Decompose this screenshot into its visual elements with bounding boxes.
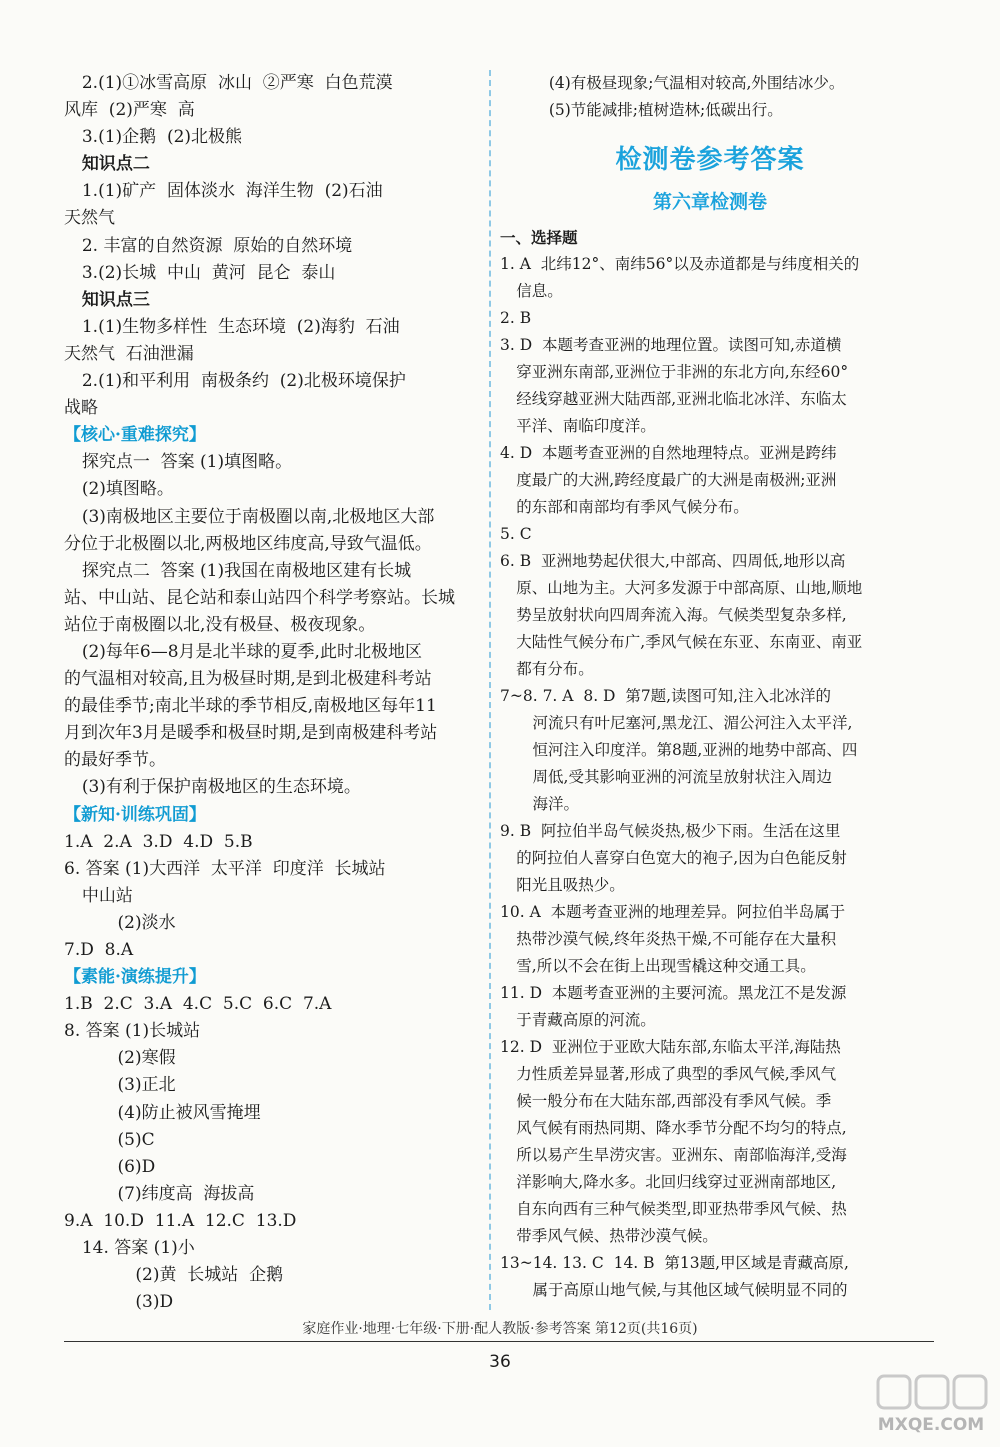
text-line: 8. 答案 (1)长城站 <box>64 1021 201 1042</box>
text-line: 12. D 亚洲位于亚欧大陆东部,东临太平洋,海陆热 <box>500 1038 841 1056</box>
text-line: 探究点二 答案 (1)我国在南极地区建有长城 <box>81 560 412 581</box>
text-line: 恒河注入印度洋。第8题,亚洲的地势中部高、四 <box>532 741 858 759</box>
text-line: 月到次年3月是暖季和极昼时期,是到南极建科考站 <box>64 723 438 744</box>
text-line: (4)有极昼现象;气温相对较高,外围结冰少。 <box>548 74 845 92</box>
text-line: 1.(1)矿产 固体淡水 海洋生物 (2)石油 <box>81 181 383 202</box>
text-line: 5. C <box>500 525 532 543</box>
text-line: 站、中山站、昆仑站和泰山站四个科学考察站。长城 <box>64 587 455 608</box>
text-line: 都有分布。 <box>516 660 594 678</box>
text-line: 于青藏高原的河流。 <box>516 1011 656 1029</box>
text-line: 天然气 <box>64 208 115 229</box>
text-line: 海洋。 <box>532 795 580 813</box>
page-number: 36 <box>489 1352 511 1372</box>
text-line: 平洋、南临印度洋。 <box>516 417 656 435</box>
text-line: (3)正北 <box>117 1075 176 1096</box>
text-line: 2. B <box>500 309 532 327</box>
text-line: 属于高原山地气候,与其他区域气候明显不同的 <box>532 1281 848 1299</box>
chapter-test-title: 第六章检测卷 <box>652 191 767 213</box>
section-heading: 【新知·训练巩固】 <box>64 804 206 825</box>
text-line: 3.(1)企鹅 (2)北极熊 <box>81 127 243 148</box>
text-line: (2)黄 长城站 企鹅 <box>135 1265 284 1286</box>
text-line: 原、山地为主。大河多发源于中部高原、山地,顺地 <box>516 579 863 597</box>
text-line: 1.B 2.C 3.A 4.C 5.C 6.C 7.A <box>64 994 332 1015</box>
text-line: 经线穿越亚洲大陆西部,亚洲北临北冰洋、东临太 <box>516 390 847 408</box>
text-line: 10. A 本题考查亚洲的地理差异。阿拉伯半岛属于 <box>500 903 846 921</box>
text-line: (7)纬度高 海拔高 <box>117 1183 255 1204</box>
text-line: 洋影响大,降水多。北回归线穿过亚洲南部地区, <box>516 1173 837 1191</box>
text-line: 11. D 本题考查亚洲的主要河流。黑龙江不是发源 <box>500 984 847 1002</box>
text-line: 力性质差异显著,形成了典型的季风气候,季风气 <box>516 1065 837 1083</box>
right-column <box>500 70 920 1304</box>
text-line: 13~14. 13. C 14. B 第13题,甲区域是青藏高原, <box>500 1254 849 1272</box>
page-footer: 家庭作业·地理·七年级·下册·配人教版·参考答案 第12页(共16页) <box>302 1321 698 1337</box>
text-line: (2)填图略。 <box>81 479 174 500</box>
section-heading: 【核心·重难探究】 <box>64 425 206 446</box>
text-line: 自东向西有三种气候类型,即亚热带季风气候、热 <box>516 1200 847 1218</box>
text-line: 热带沙漠气候,终年炎热干燥,不可能存在大量积 <box>516 930 837 948</box>
text-line: 风气候有雨热同期、降水季节分配不均匀的特点, <box>516 1119 847 1137</box>
text-line: (3)有利于保护南极地区的生态环境。 <box>81 777 361 798</box>
text-line: (3)D <box>135 1292 174 1313</box>
answer-section-title: 检测卷参考答案 <box>615 145 805 175</box>
text-line: 1.A 2.A 3.D 4.D 5.B <box>64 831 253 852</box>
text-line: 2.(1)和平利用 南极条约 (2)北极环境保护 <box>81 371 406 392</box>
text-line: 6. B 亚洲地势起伏很大,中部高、四周低,地形以高 <box>500 552 846 570</box>
text-line: 大陆性气候分布广,季风气候在东亚、东南亚、南亚 <box>516 633 863 651</box>
text-line: (2)淡水 <box>117 912 176 933</box>
left-column <box>64 70 474 1316</box>
text-line: 9. B 阿拉伯半岛气候炎热,极少下雨。生活在这里 <box>500 822 841 840</box>
watermark-text: MXQE.COM <box>877 1415 985 1435</box>
text-line: 河流只有叶尼塞河,黑龙江、湄公河注入太平洋, <box>532 714 853 732</box>
text-line: 知识点三 <box>81 289 150 310</box>
text-line: 带季风气候、热带沙漠气候。 <box>516 1227 718 1245</box>
text-line: 度最广的大洲,跨经度最广的大洲是南极洲;亚洲 <box>516 471 837 489</box>
text-line: 4. D 本题考查亚洲的自然地理特点。亚洲是跨纬 <box>500 444 837 462</box>
text-line: (2)寒假 <box>117 1048 176 1069</box>
text-line: 的东部和南部均有季风气候分布。 <box>516 498 749 516</box>
text-line: 1.(1)生物多样性 生态环境 (2)海豹 石油 <box>81 316 400 337</box>
text-line: 信息。 <box>516 282 563 300</box>
text-line: 天然气 石油泄漏 <box>64 343 194 364</box>
footer-rule <box>64 1341 934 1342</box>
text-line: 阳光且吸热少。 <box>516 876 625 894</box>
text-line: 一、选择题 <box>500 228 578 247</box>
text-line: 1. A 北纬12°、南纬56°以及赤道都是与纬度相关的 <box>500 255 860 273</box>
text-line: 6. 答案 (1)大西洋 太平洋 印度洋 长城站 <box>64 858 386 879</box>
text-line: 的最佳季节;南北半球的季节相反,南极地区每年11 <box>64 696 437 717</box>
text-line: 3. D 本题考查亚洲的地理位置。读图可知,赤道横 <box>500 336 842 354</box>
text-line: (5)C <box>117 1129 155 1150</box>
watermark-logo <box>870 1370 992 1440</box>
section-heading: 【素能·演练提升】 <box>64 967 206 988</box>
text-line: 的最好季节。 <box>64 750 166 771</box>
text-line: 的阿拉伯人喜穿白色宽大的袍子,因为白色能反射 <box>516 849 847 867</box>
text-line: 战略 <box>64 398 98 419</box>
right-top-block <box>500 70 920 124</box>
text-line: 2.(1)①冰雪高原 冰山 ②严寒 白色荒漠 <box>81 73 393 93</box>
text-line: 3.(2)长城 中山 黄河 昆仑 泰山 <box>81 262 336 283</box>
text-line: (5)节能减排;植树造林;低碳出行。 <box>548 101 783 119</box>
text-line: (4)防止被风雪掩埋 <box>117 1102 261 1123</box>
text-line: 候一般分布在大陆东部,西部没有季风气候。季 <box>516 1092 832 1110</box>
text-line: 7~8. 7. A 8. D 第7题,读图可知,注入北冰洋的 <box>500 687 832 705</box>
column-divider <box>489 70 491 1310</box>
text-line: 所以易产生旱涝灾害。亚洲东、南部临海洋,受海 <box>516 1146 847 1164</box>
text-line: (3)南极地区主要位于南极圈以南,北极地区大部 <box>81 506 435 527</box>
text-line: 中山站 <box>81 885 133 906</box>
text-line: 7.D 8.A <box>64 940 134 960</box>
text-line: 探究点一 答案 (1)填图略。 <box>81 452 293 473</box>
text-line: 9.A 10.D 11.A 12.C 13.D <box>64 1210 297 1231</box>
text-line: 知识点二 <box>81 154 150 175</box>
text-line: 周低,受其影响亚洲的河流呈放射状注入周边 <box>532 768 832 786</box>
text-line: 2. 丰富的自然资源 原始的自然环境 <box>81 235 353 256</box>
text-line: 势呈放射状向四周奔流入海。气候类型复杂多样, <box>516 606 847 624</box>
text-line: 的气温相对较高,且为极昼时期,是到北极建科考站 <box>64 669 432 690</box>
text-line: 站位于南极圈以北,没有极昼、极夜现象。 <box>64 614 376 635</box>
text-line: (2)每年6—8月是北半球的夏季,此时北极地区 <box>81 641 422 662</box>
text-line: 雪,所以不会在街上出现雪橇这种交通工具。 <box>516 957 816 975</box>
text-line: 14. 答案 (1)小 <box>81 1238 195 1259</box>
text-line: 穿亚洲东南部,亚洲位于非洲的东北方向,东经60° <box>516 363 849 381</box>
text-line: (6)D <box>117 1156 156 1177</box>
text-line: 分位于北极圈以北,两极地区纬度高,导致气温低。 <box>64 533 432 554</box>
text-line: 风库 (2)严寒 高 <box>64 100 195 121</box>
right-main-block <box>500 224 920 1304</box>
